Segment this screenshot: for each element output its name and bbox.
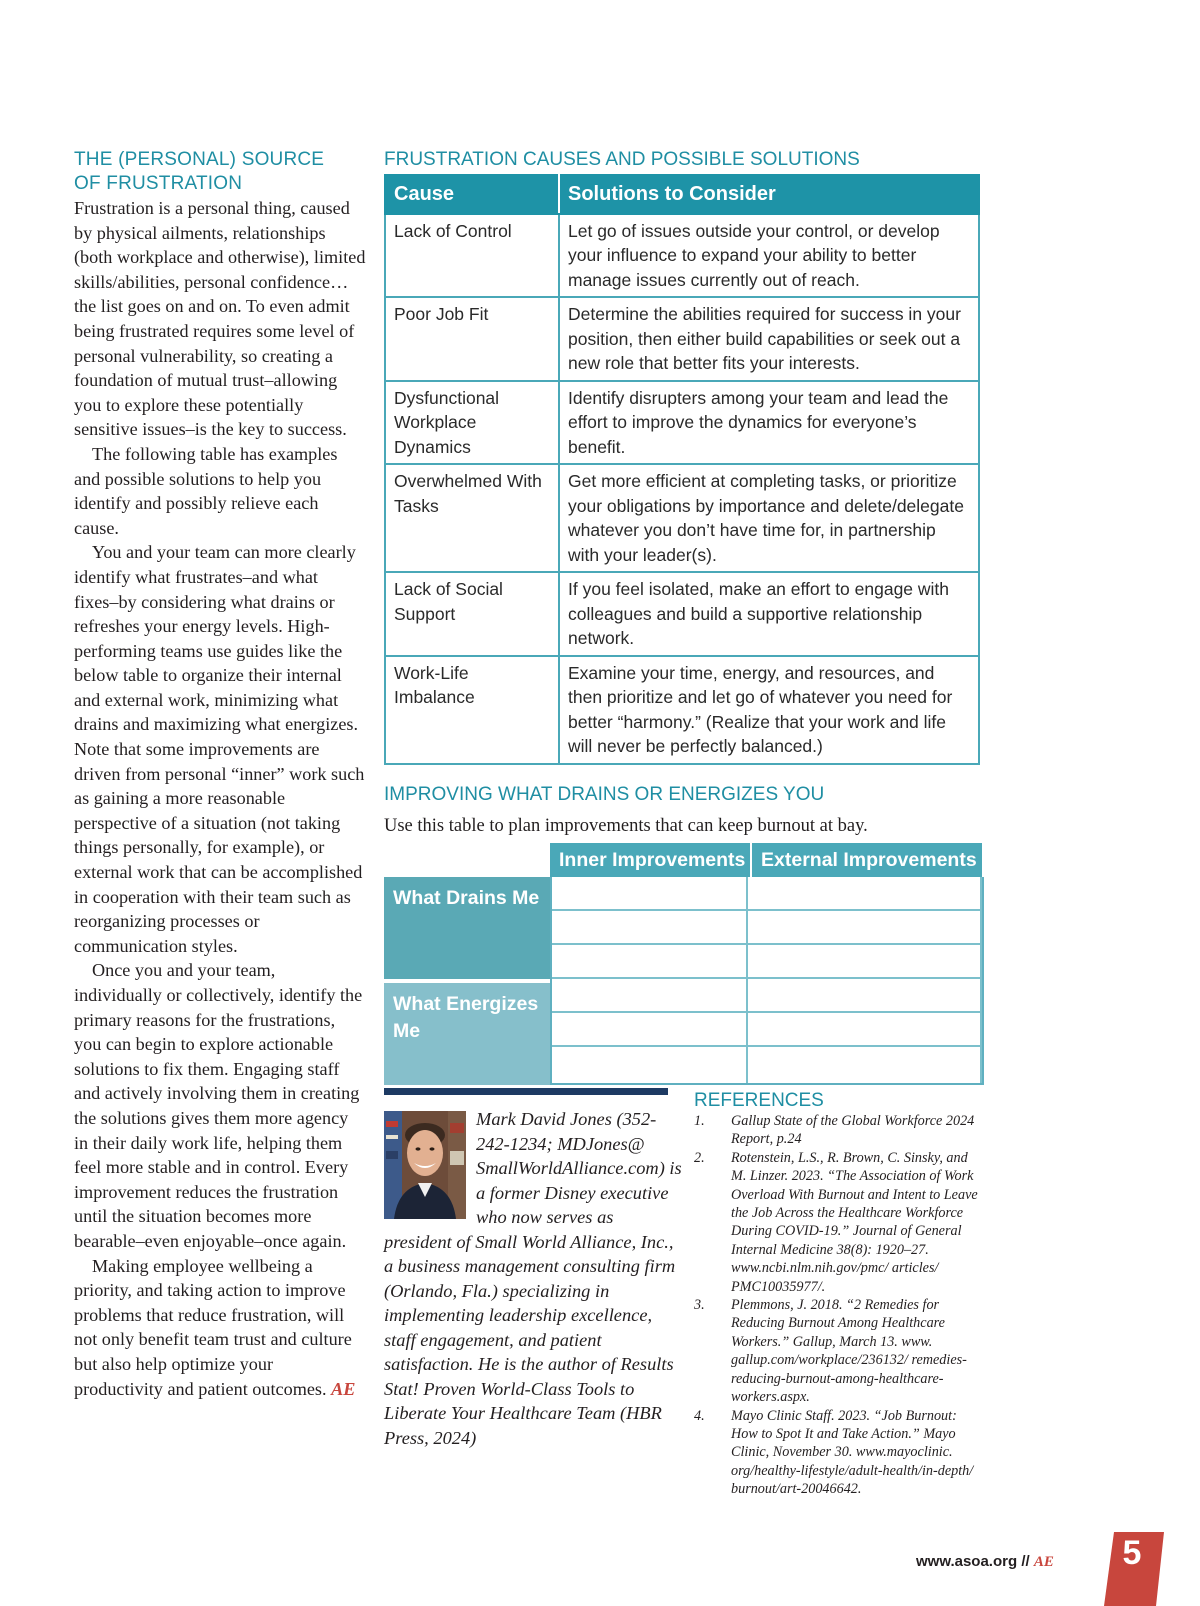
paragraph: You and your team can more clearly identify what frustrates–and what fixes–by considering what drains or refreshes your energy levels. High-performing teams use guides like the below table to organize their internal and external work, minimizing what drains and maximizing what energizes. Note that some improvements are driven from personal “inner” work such as gaining a more reasonable perspective of a situation (not taking things personally, for example), or external work that can be accomplished in cooperation with their team such as reorganizing processes or communication styles. xyxy=(74,542,365,956)
improve-table xyxy=(384,843,984,1087)
cause-cell: Work-Life Imbalance xyxy=(385,656,559,764)
reference-item xyxy=(694,1112,984,1149)
ae-end-mark: AE xyxy=(331,1378,356,1399)
paragraph: Making employee wellbeing a priority, and taking action to improve problems that reduce frustration, will not only benefit team trust and culture but also help optimize your productivity and patient outcomes. xyxy=(74,1255,352,1399)
entry-cell[interactable] xyxy=(748,979,982,1013)
heading-line-2: OF FRUSTRATION xyxy=(74,173,243,194)
references-title: REFERENCES xyxy=(694,1090,824,1111)
header-solutions: Solutions to Consider xyxy=(559,175,979,214)
solution-cell: Examine your time, energy, and resources, and then prioritize and let go of whatever you need for better “harmony.” (Realize that your work and life will never be perfectly balanced.) xyxy=(559,656,979,764)
reference-number: 1. xyxy=(694,1113,705,1129)
photo-spacer xyxy=(384,1107,476,1223)
author-divider xyxy=(384,1088,668,1095)
causes-table-title: FRUSTRATION CAUSES AND POSSIBLE SOLUTIONS xyxy=(384,149,860,170)
entry-cell[interactable] xyxy=(748,945,982,979)
table-row xyxy=(385,572,979,656)
footer-separator: // xyxy=(1021,1553,1030,1570)
author-bio-text: Mark David Jones (352-242-1234; MDJones@ SmallWorldAlliance.com) is a former Disney executive who now serves as president of Small World Alliance, Inc., a business management consulting firm (Orlando, Fla.) specializing in implementing leadership excellence, staff engagement, and patient satisfaction. He is the author of Results Stat! Proven World-Class Tools to Liberate Your Healthcare Team (HBR Press, 2024) xyxy=(384,1109,682,1448)
reference-text: Plemmons, J. 2018. “2 Remedies for Reducing Burnout Among Healthcare Workers.” Gallup, March 13. www. gallup.com/workplace/236132/ remedies-reducing-burnout-among-healthcare-workers.aspx. xyxy=(731,1297,967,1406)
entry-cell[interactable] xyxy=(552,945,748,979)
references-list xyxy=(694,1112,984,1499)
solution-cell: Determine the abilities required for success in your position, then either build capabilities or seek out a new role that better fits your interests. xyxy=(559,297,979,381)
solution-cell: Let go of issues outside your control, or develop your influence to expand your ability to better manage issues currently out of reach. xyxy=(559,214,979,298)
solution-cell: Identify disrupters among your team and lead the effort to improve the dynamics for everyone’s benefit. xyxy=(559,381,979,465)
table-row xyxy=(385,464,979,572)
improve-table-title: IMPROVING WHAT DRAINS OR ENERGIZES YOU xyxy=(384,783,825,805)
entry-cell[interactable] xyxy=(748,1047,982,1083)
footer-url xyxy=(916,1553,1054,1571)
reference-number: 2. xyxy=(694,1149,705,1166)
header-cause: Cause xyxy=(385,175,559,214)
table-row xyxy=(385,297,979,381)
right-column xyxy=(384,148,984,1087)
paragraph-last xyxy=(74,1254,366,1402)
improve-table-subtitle: Use this table to plan improvements that can keep burnout at bay. xyxy=(384,815,868,836)
table-row xyxy=(385,656,979,764)
row-label-energizes: What Energizes Me xyxy=(384,981,550,1085)
reference-item xyxy=(694,1407,984,1499)
solution-cell: If you feel isolated, make an effort to engage with colleagues and build a supportive relationship network. xyxy=(559,572,979,656)
entry-grid xyxy=(550,877,984,1085)
header-external-improvements: External Improvements xyxy=(752,843,982,877)
paragraph: The following table has examples and possible solutions to help you identify and possibly relieve each cause. xyxy=(74,443,338,538)
reference-item xyxy=(694,1149,984,1296)
reference-item xyxy=(694,1296,984,1406)
page-number: 5 xyxy=(1122,1534,1142,1572)
row-label-drains: What Drains Me xyxy=(384,877,550,979)
entry-cell[interactable] xyxy=(552,877,748,911)
references xyxy=(694,1090,984,1499)
entry-cell[interactable] xyxy=(552,979,748,1013)
reference-text: Gallup State of the Global Workforce 2024 Report, p.24 xyxy=(731,1113,975,1148)
table-row xyxy=(385,214,979,298)
paragraph: Frustration is a personal thing, caused by physical ailments, relationships (both workplace and otherwise), limited skills/abilities, personal confidence…the list goes on and on. To even admit being frustrated requires some level of personal vulnerability, so creating a foundation of mutual trust–allowing you to explore these potentially sensitive issues–is the key to success. xyxy=(74,198,366,440)
entry-cell[interactable] xyxy=(748,877,982,911)
cause-cell: Lack of Control xyxy=(385,214,559,298)
entry-cell[interactable] xyxy=(552,1013,748,1047)
solution-cell: Get more efficient at completing tasks, or prioritize your obligations by importance and delete/delegate whatever you don’t have time for, in partnership with your leader(s). xyxy=(559,464,979,572)
paragraph: Once you and your team, individually or collectively, identify the primary reasons for the frustrations, you can begin to explore actionable solutions to fix them. Engaging staff and actively involving them in creating the solutions gives them more agency in their daily work life, helping them feel more stable and in control. Every improvement reduces the frustration until the situation becomes more bearable–even enjoyable–once again. xyxy=(74,960,363,1251)
cause-cell: Poor Job Fit xyxy=(385,297,559,381)
reference-text: Rotenstein, L.S., R. Brown, C. Sinsky, and M. Linzer. 2023. “The Association of Work Overload With Burnout and Intent to Leave the Job Across the Healthcare Workforce During COVID-19.” Journal of General Internal Medicine 38(8): 1920–27. www.ncbi.nlm.nih.gov/pmc/ articles/ PMC10035977/. xyxy=(731,1149,978,1295)
article-body xyxy=(74,196,366,1401)
header-inner-improvements: Inner Improvements xyxy=(550,843,750,877)
table-row xyxy=(385,381,979,465)
footer-ae-logo: AE xyxy=(1033,1554,1054,1570)
cause-cell: Dysfunctional Workplace Dynamics xyxy=(385,381,559,465)
section-heading xyxy=(74,148,366,196)
entry-cell[interactable] xyxy=(552,1047,748,1083)
footer-url-text[interactable]: www.asoa.org xyxy=(916,1553,1018,1570)
causes-table xyxy=(384,174,980,765)
cause-cell: Lack of Social Support xyxy=(385,572,559,656)
heading-line-1: THE (PERSONAL) SOURCE xyxy=(74,149,325,170)
reference-text: Mayo Clinic Staff. 2023. “Job Burnout: How to Spot It and Take Action.” Mayo Clinic, November 30. www.mayoclinic. org/healthy-lifestyle/adult-health/in-depth/ burnout/art-20046642. xyxy=(731,1407,974,1498)
entry-cell[interactable] xyxy=(552,911,748,945)
reference-number: 3. xyxy=(694,1297,705,1314)
cause-cell: Overwhelmed With Tasks xyxy=(385,464,559,572)
causes-table-header xyxy=(385,175,979,214)
entry-cell[interactable] xyxy=(748,911,982,945)
reference-number: 4. xyxy=(694,1407,705,1424)
entry-cell[interactable] xyxy=(748,1013,982,1047)
left-column xyxy=(74,148,366,1401)
author-bio xyxy=(384,1107,684,1450)
